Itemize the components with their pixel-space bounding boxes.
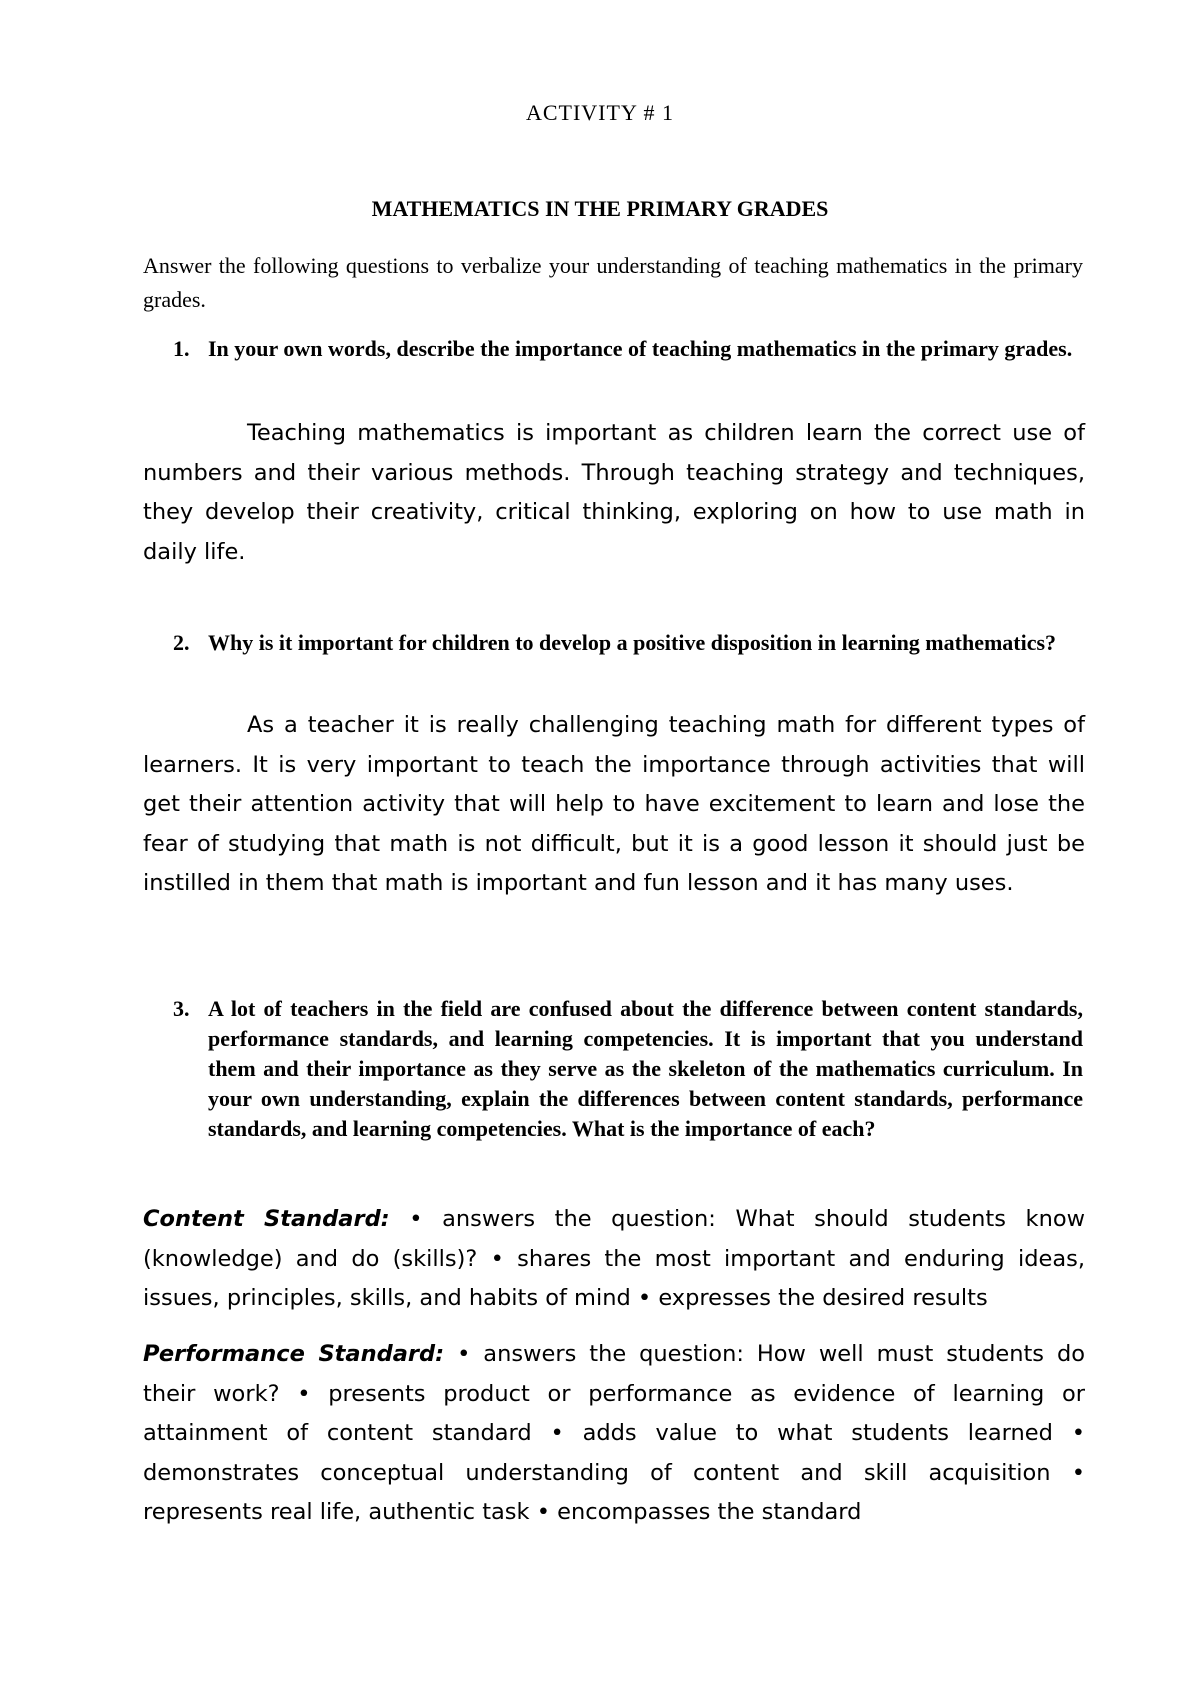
performance-standard-paragraph (143, 1335, 1085, 1533)
question-2-text: Why is it important for children to develop a positive disposition in learning mathematics? (208, 630, 1057, 655)
question-2 (173, 627, 1083, 659)
question-2-number: 2. (173, 630, 190, 655)
activity-number: ACTIVITY # 1 (525, 100, 675, 125)
answer-1: Teaching mathematics is important as children learn the correct use of numbers and their various methods. Through teaching strategy and techniques, they develop their creativity, critical thinking, exploring on how to use math in daily life. (143, 420, 1085, 565)
question-3-number: 3. (173, 996, 190, 1021)
content-standard-paragraph (143, 1200, 1085, 1319)
performance-standard-label: Performance Standard: (143, 1341, 445, 1367)
content-standard-text: • answers the question: What should students know (knowledge) and do (skills)? • shares the most important and enduring ideas, issues, principles, skills, and habits of mind • expresses the desired results (143, 1206, 1085, 1311)
answer-2: As a teacher it is really challenging teaching math for different types of learners. It is very important to teach the importance through activities that will get their attention activity that will help to have excitement to learn and lose the fear of studying that math is not difficult, but it is a good lesson it should just be instilled in them that math is important and fun lesson and it has many uses. (143, 712, 1085, 896)
document-title: MATHEMATICS IN THE PRIMARY GRADES (371, 196, 829, 221)
question-3-text: A lot of teachers in the field are confused about the difference between content standards, performance standards, and learning competencies. It is important that you understand them and their importance as they serve as the skeleton of the mathematics curriculum. In your own understanding, explain the differences between content standards, performance standards, and learning competencies. What is the importance of each? (208, 996, 1083, 1141)
instructions-paragraph: Answer the following questions to verbalize your understanding of teaching mathematics in the primary grades. (143, 253, 1083, 312)
question-3 (173, 994, 1083, 1144)
performance-standard-text: • answers the question: How well must students do their work? • presents product or performance as evidence of learning or attainment of content standard • adds value to what students learned • demonstrates conceptual understanding of content and skill acquisition • represents real life, authentic task • encompasses the standard (143, 1341, 1086, 1525)
question-1 (173, 333, 1083, 365)
question-1-number: 1. (173, 336, 190, 361)
question-1-text: In your own words, describe the importance of teaching mathematics in the primary grades. (208, 336, 1073, 361)
content-standard-label: Content Standard: (143, 1206, 390, 1232)
